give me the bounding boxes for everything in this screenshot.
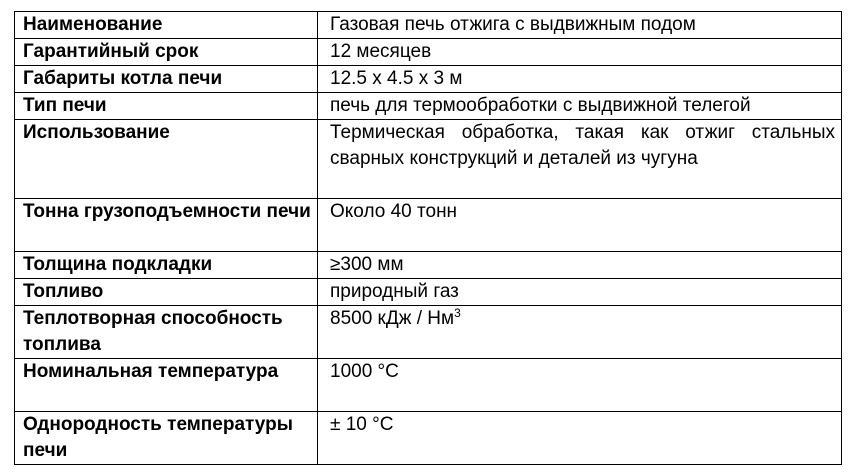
table-row	[15, 252, 842, 279]
row-value-usage: Термическая обработка, такая как отжиг стальных сварных конструкций и деталей из чугуна	[318, 120, 842, 199]
row-label-furnace-type: Тип печи	[15, 93, 318, 120]
row-value-load-capacity: Около 40 тонн	[318, 199, 842, 252]
table-row	[15, 412, 842, 465]
row-label-name: Наименование	[15, 12, 318, 39]
spec-table-container	[14, 11, 842, 465]
table-row	[15, 359, 842, 412]
row-label-warranty: Гарантийный срок	[15, 39, 318, 66]
table-row	[15, 39, 842, 66]
row-value-nominal-temperature: 1000 °C	[318, 359, 842, 412]
row-label-calorific-value: Теплотворная способность топлива	[15, 306, 318, 359]
spec-table	[14, 11, 842, 465]
row-value-furnace-type: печь для термообработки с выдвижной телегой	[318, 93, 842, 120]
calorific-value-text: 8500 кДж / Нм	[330, 308, 455, 329]
row-value-dimensions: 12.5 x 4.5 x 3 м	[318, 66, 842, 93]
row-value-name: Газовая печь отжига с выдвижным подом	[318, 12, 842, 39]
row-label-load-capacity: Тонна грузоподъемности печи	[15, 199, 318, 252]
table-row	[15, 93, 842, 120]
row-value-temperature-uniformity: ± 10 °C	[318, 412, 842, 465]
table-row	[15, 120, 842, 199]
table-row	[15, 279, 842, 306]
row-value-warranty: 12 месяцев	[318, 39, 842, 66]
row-value-lining-thickness: ≥300 мм	[318, 252, 842, 279]
table-row	[15, 12, 842, 39]
table-row	[15, 66, 842, 93]
unit-superscript: 3	[454, 306, 461, 320]
row-label-lining-thickness: Толщина подкладки	[15, 252, 318, 279]
row-label-fuel: Топливо	[15, 279, 318, 306]
row-label-dimensions: Габариты котла печи	[15, 66, 318, 93]
row-label-nominal-temperature: Номинальная температура	[15, 359, 318, 412]
row-label-temperature-uniformity: Однородность температуры печи	[15, 412, 318, 465]
row-value-fuel: природный газ	[318, 279, 842, 306]
row-label-usage: Использование	[15, 120, 318, 199]
table-row	[15, 199, 842, 252]
row-value-calorific-value	[318, 306, 842, 359]
table-row	[15, 306, 842, 359]
